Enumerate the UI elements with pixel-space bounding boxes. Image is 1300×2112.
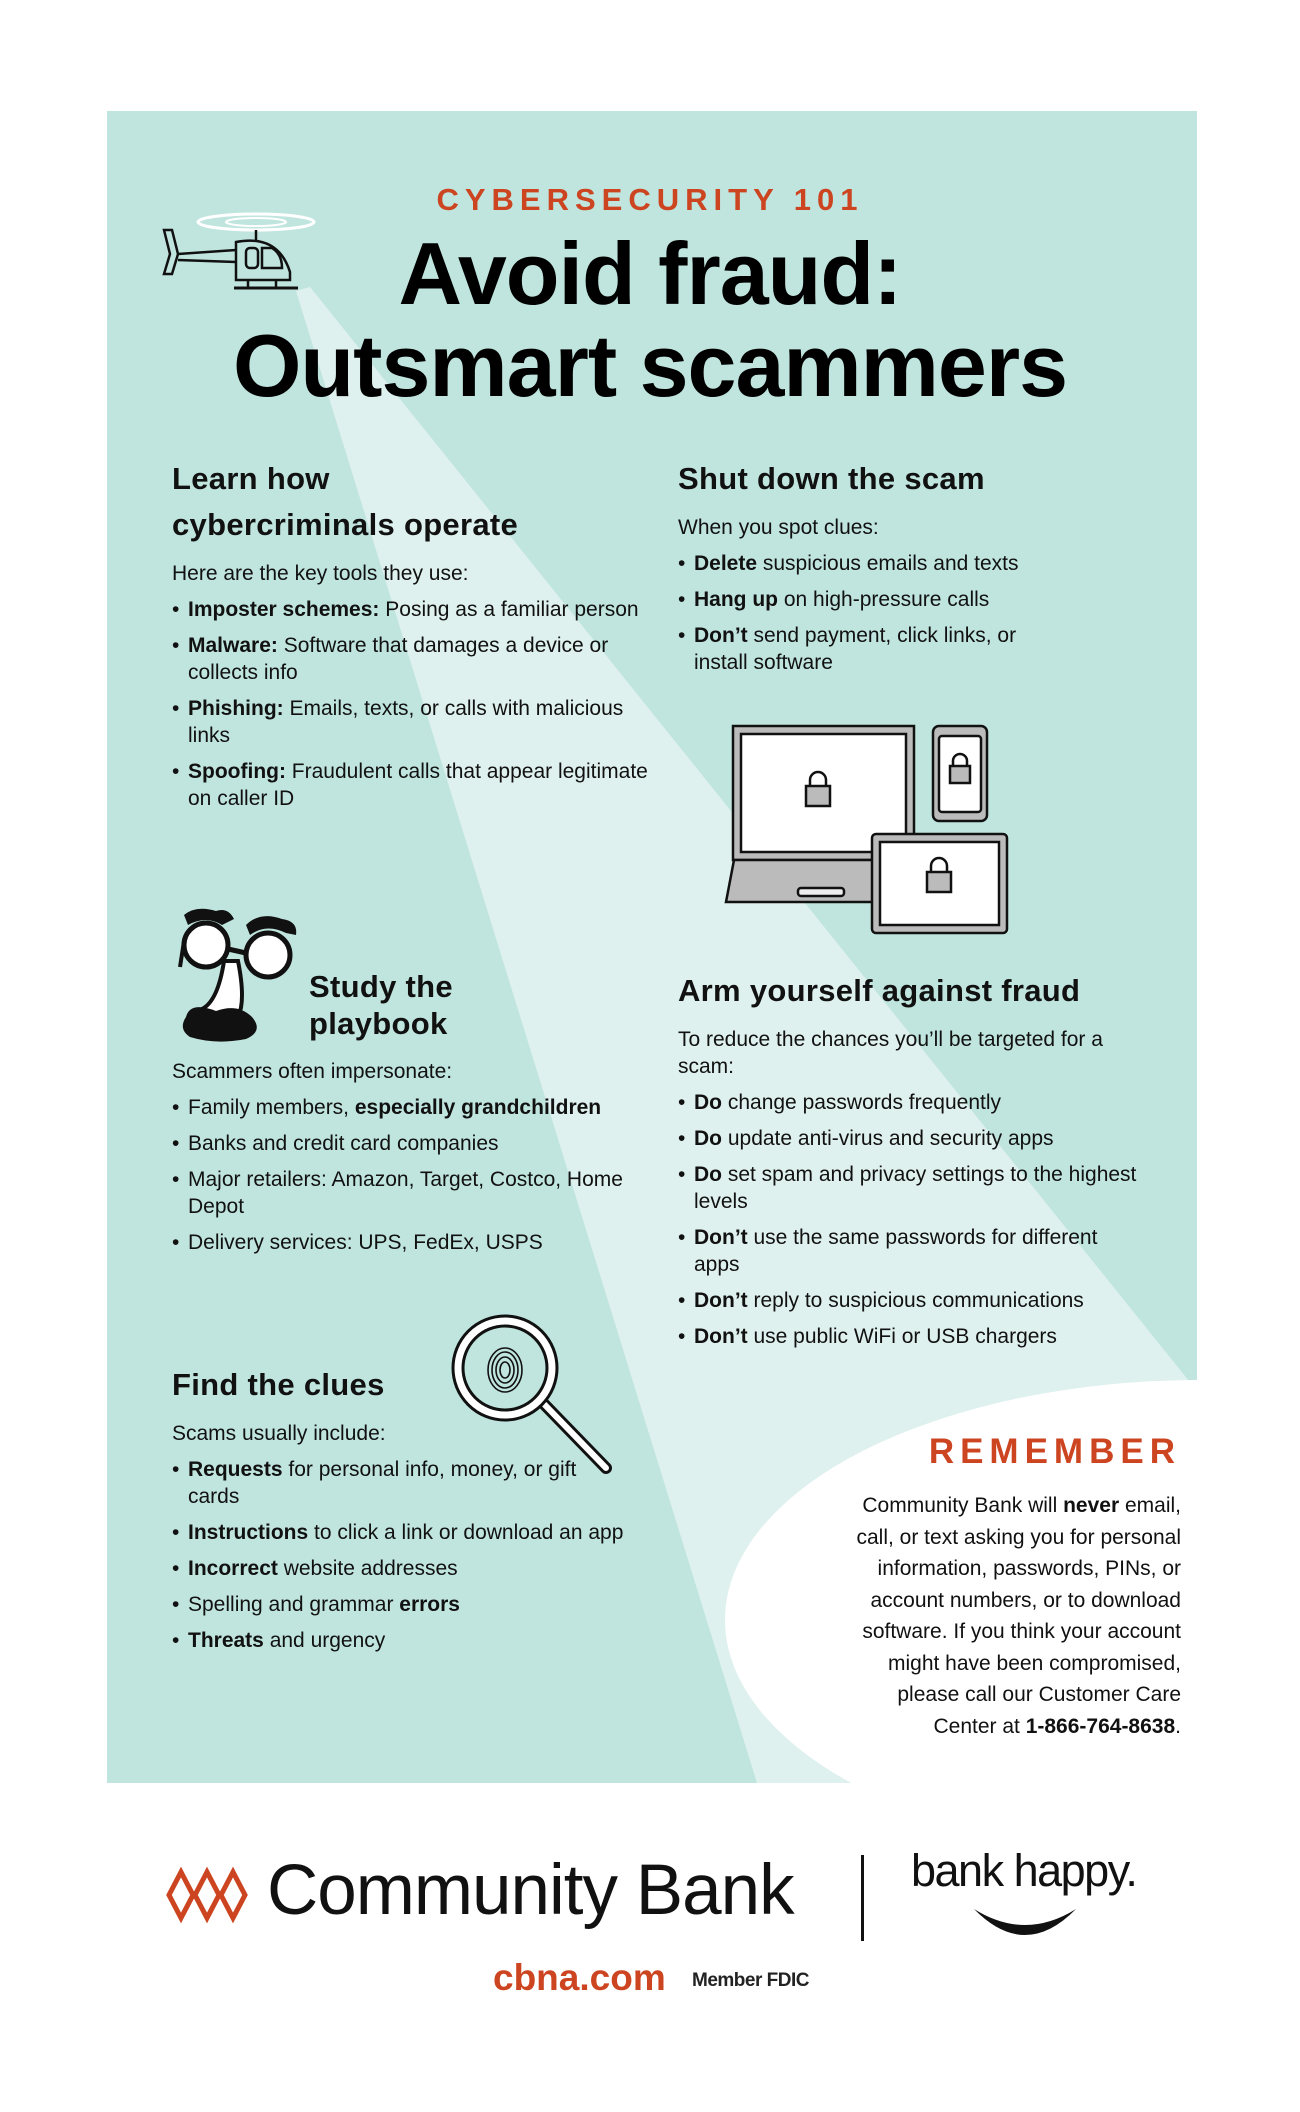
bold-text: Do xyxy=(694,1127,722,1150)
heading-line: cybercriminals operate xyxy=(172,507,519,542)
section-clues xyxy=(172,1362,632,1654)
text: set spam and privacy settings to the highest levels xyxy=(694,1163,1137,1213)
text: for personal info, money, or gift cards xyxy=(188,1458,577,1508)
footer-divider xyxy=(861,1855,864,1941)
bold-text: errors xyxy=(399,1593,460,1616)
section-intro: Here are the key tools they use: xyxy=(172,562,469,585)
text: account numbers, or to download xyxy=(870,1588,1181,1612)
text: Major retailers: Amazon, Target, Costco, Home Depot xyxy=(188,1168,623,1218)
page-title-line1: Avoid fraud: xyxy=(398,224,902,323)
section-playbook xyxy=(172,1046,632,1256)
brand-name: Community Bank xyxy=(267,1851,794,1930)
bold-text: Don’t xyxy=(694,1226,748,1249)
smile-icon xyxy=(970,1905,1080,1945)
text: suspicious emails and texts xyxy=(757,552,1019,575)
section-shutdown xyxy=(678,456,1178,676)
section-playbook-heading xyxy=(309,968,453,1042)
list-item xyxy=(172,1166,632,1220)
page-title-line2: Outsmart scammers xyxy=(232,316,1068,415)
text: to click a link or download an app xyxy=(308,1521,624,1544)
section-arm xyxy=(678,968,1178,1350)
text: and urgency xyxy=(263,1629,386,1652)
text-line xyxy=(857,1522,1182,1554)
list-item xyxy=(172,596,652,623)
text: Software that damages a device or collects info xyxy=(188,634,609,684)
list-item xyxy=(172,1627,632,1654)
text: on high-pressure calls xyxy=(778,588,990,611)
heading-line: Study the xyxy=(309,969,453,1004)
text-line xyxy=(857,1679,1182,1711)
list-item xyxy=(678,622,1038,676)
list-item xyxy=(172,1229,632,1256)
text: email, xyxy=(1119,1494,1181,1517)
section-intro: When you spot clues: xyxy=(678,516,879,539)
text: please call our Customer Care xyxy=(897,1683,1181,1706)
list-item xyxy=(172,695,652,749)
list-item xyxy=(172,1094,632,1121)
section-intro: To reduce the chances you’ll be targeted for a scam: xyxy=(678,1028,1103,1078)
bullet-list xyxy=(678,550,1038,676)
list-item xyxy=(172,1456,632,1510)
section-intro: Scams usually include: xyxy=(172,1422,386,1445)
bullet-list xyxy=(172,1456,632,1654)
list-item xyxy=(172,1555,632,1582)
section-heading xyxy=(172,456,652,548)
locked-devices-icon xyxy=(722,722,1012,937)
bullet-list xyxy=(172,1094,632,1256)
text-line xyxy=(857,1553,1182,1585)
text: might have been compromised, xyxy=(888,1651,1181,1675)
bullet-list xyxy=(678,1089,1148,1350)
bold-text: never xyxy=(1063,1494,1120,1517)
text-line xyxy=(857,1711,1182,1743)
bold-text: Phishing: xyxy=(188,697,284,720)
text: Emails, texts, or calls with malicious links xyxy=(188,697,624,747)
tagline: bank happy. xyxy=(911,1845,1137,1896)
bold-text: 1-866-764-8638 xyxy=(1025,1714,1176,1738)
bold-text: Instructions xyxy=(188,1521,309,1544)
heading-line: playbook xyxy=(309,1006,448,1041)
bold-text: Do xyxy=(694,1091,722,1114)
list-item xyxy=(678,550,1038,577)
section-heading: Shut down the scam xyxy=(678,461,985,496)
list-item xyxy=(678,1323,1148,1350)
text-line xyxy=(857,1648,1182,1680)
list-item xyxy=(678,1089,1148,1116)
section-learn xyxy=(172,456,652,812)
text: call, or text asking you for personal xyxy=(856,1525,1181,1549)
list-item xyxy=(678,586,1038,613)
text: information, passwords, PINs, or xyxy=(877,1557,1181,1580)
text: website addresses xyxy=(277,1557,458,1580)
text: Fraudulent calls that appear legitimate on caller ID xyxy=(188,760,648,810)
text: . xyxy=(1175,1714,1181,1738)
bold-text: Don’t xyxy=(694,1289,748,1312)
website-link[interactable]: cbna.com xyxy=(493,1957,666,1998)
bold-text: Threats xyxy=(188,1629,264,1652)
section-heading xyxy=(309,968,453,1042)
list-item xyxy=(172,1130,632,1157)
text: Spelling and grammar xyxy=(188,1593,400,1616)
bold-text: Imposter schemes: xyxy=(188,598,380,621)
bold-text: Don’t xyxy=(694,624,748,647)
list-item xyxy=(172,758,652,812)
list-item xyxy=(172,632,652,686)
remember-heading: REMEMBER xyxy=(928,1432,1181,1471)
bold-text: Don’t xyxy=(694,1325,748,1348)
section-heading: Arm yourself against fraud xyxy=(678,973,1081,1008)
bold-text: Hang up xyxy=(694,588,778,611)
bold-text: Incorrect xyxy=(188,1557,278,1580)
kicker: CYBERSECURITY 101 xyxy=(436,182,864,217)
list-item xyxy=(678,1287,1148,1314)
text: update anti-virus and security apps xyxy=(722,1127,1054,1150)
text: reply to suspicious communications xyxy=(747,1289,1084,1312)
heading-line: Learn how xyxy=(172,461,330,496)
section-intro: Scammers often impersonate: xyxy=(172,1060,453,1083)
bullet-list xyxy=(172,596,652,812)
list-item xyxy=(172,1591,632,1618)
text: Delivery services: UPS, FedEx, USPS xyxy=(188,1231,543,1254)
bold-text: Do xyxy=(694,1163,722,1186)
text-line xyxy=(857,1585,1182,1617)
bold-text: Requests xyxy=(188,1458,283,1481)
list-item xyxy=(172,1519,632,1546)
text: Community Bank will xyxy=(862,1494,1064,1517)
text: use public WiFi or USB chargers xyxy=(747,1325,1057,1348)
remember-text xyxy=(857,1490,1182,1742)
section-heading: Find the clues xyxy=(172,1367,385,1402)
list-item xyxy=(678,1161,1148,1215)
list-item xyxy=(678,1224,1148,1278)
text: Family members, xyxy=(188,1096,355,1119)
bold-text: Malware: xyxy=(188,634,278,657)
bold-text: especially grandchildren xyxy=(354,1096,602,1119)
disguise-glasses-icon xyxy=(176,905,302,1045)
text: send payment, click links, or install software xyxy=(694,624,1017,674)
list-item xyxy=(678,1125,1148,1152)
bold-text: Delete xyxy=(694,552,758,575)
text: change passwords frequently xyxy=(722,1091,1001,1114)
community-bank-logo-icon xyxy=(165,1866,253,1924)
text: use the same passwords for different apps xyxy=(694,1226,1098,1276)
fdic-label: Member FDIC xyxy=(692,1970,809,1991)
text: Posing as a familiar person xyxy=(379,598,639,621)
text-line xyxy=(857,1616,1182,1648)
text: Banks and credit card companies xyxy=(188,1132,499,1155)
bold-text: Spoofing: xyxy=(188,760,286,783)
text: software. If you think your account xyxy=(862,1620,1181,1643)
text: Center at xyxy=(933,1714,1026,1738)
text-line xyxy=(857,1490,1182,1522)
